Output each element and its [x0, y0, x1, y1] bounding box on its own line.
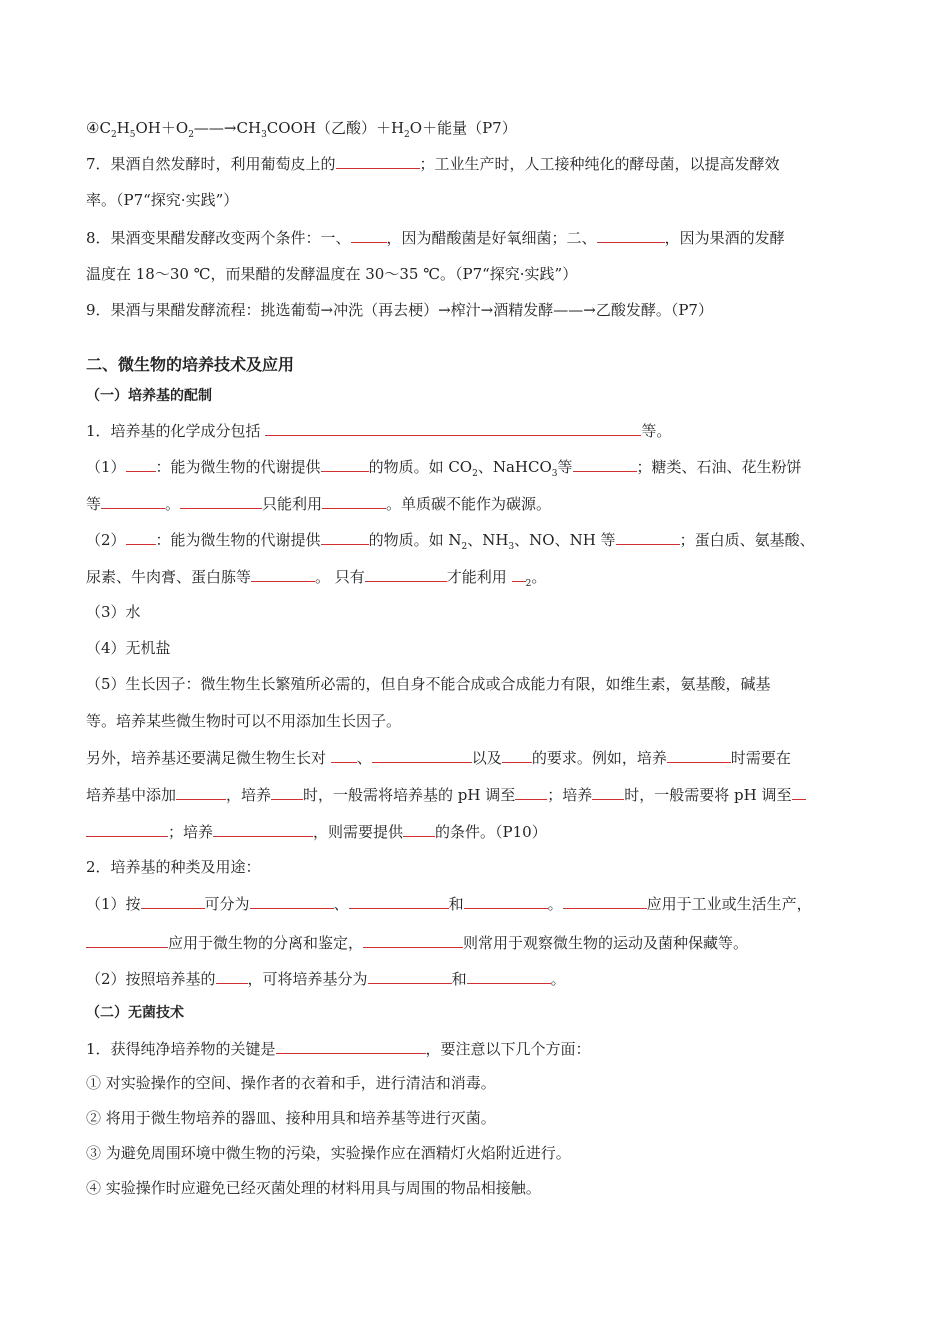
text: ② 将用于微生物培养的器皿、接种用具和培养基等进行灭菌。 — [86, 1109, 496, 1127]
paragraph-line — [86, 153, 890, 174]
text: （2）按照培养基的 — [86, 970, 216, 988]
paragraph-line — [86, 821, 890, 842]
fill-blank[interactable] — [250, 893, 334, 909]
subscript: 5 — [129, 130, 136, 140]
text: 等 — [86, 495, 102, 513]
text: ，因为果酒的发酵 — [664, 229, 785, 247]
text: ，因为醋酸菌是好氧细菌；二、 — [386, 229, 597, 247]
fill-blank[interactable] — [331, 747, 357, 763]
fill-blank[interactable] — [616, 529, 680, 545]
text: （2） — [86, 531, 126, 549]
paragraph-line — [86, 1038, 890, 1059]
fill-blank[interactable] — [349, 893, 449, 909]
text: （3）水 — [86, 603, 141, 621]
text: 。 — [165, 495, 181, 513]
subscript: 2 — [525, 579, 532, 589]
paragraph-line — [86, 857, 890, 877]
text: ，要注意以下几个方面： — [425, 1040, 591, 1058]
paragraph-line — [86, 1178, 890, 1198]
paragraph-line — [86, 190, 890, 210]
text: 的条件。（P10） — [435, 823, 547, 841]
paragraph-line — [86, 932, 890, 953]
fill-blank[interactable] — [86, 932, 168, 948]
text: ③ 为避免周围环境中微生物的污染，实验操作应在酒精灯火焰附近进行。 — [86, 1144, 571, 1162]
subsection-heading — [86, 386, 890, 406]
fill-blank[interactable] — [563, 893, 647, 909]
fill-blank[interactable] — [271, 784, 303, 800]
text: ④C — [86, 119, 111, 137]
text: 时，一般需要将 pH 调至 — [624, 786, 792, 804]
text: 。 — [531, 568, 547, 586]
text: 。 — [550, 970, 566, 988]
fill-blank[interactable] — [792, 784, 806, 800]
text: 可分为 — [204, 895, 250, 913]
text: ；培养 — [168, 823, 214, 841]
text: ；培养 — [547, 786, 593, 804]
subscript: 3 — [508, 542, 515, 552]
paragraph-line — [86, 711, 890, 731]
subscript: 2 — [110, 130, 117, 140]
fill-blank[interactable] — [363, 932, 463, 948]
text: ；蛋白质、氨基酸、 — [679, 531, 815, 549]
text: 温度在 18～30 ℃，而果醋的发酵温度在 30～35 ℃。（P7“探究·实践”） — [86, 265, 578, 283]
text: 的物质。如 N — [368, 531, 462, 549]
fill-blank[interactable] — [276, 1038, 426, 1054]
text: ④ 实验操作时应避免已经灭菌处理的材料用具与周围的物品相接触。 — [86, 1179, 541, 1197]
paragraph-line — [86, 493, 890, 514]
text: 、NaHCO — [477, 458, 552, 476]
text: 培养基中添加 — [86, 786, 177, 804]
fill-blank[interactable] — [515, 784, 547, 800]
text: ——→CH — [193, 119, 262, 137]
text: O＋能量（P7） — [409, 119, 517, 137]
subscript: 2 — [472, 469, 478, 479]
subscript: 2 — [404, 130, 410, 140]
fill-blank[interactable] — [176, 784, 226, 800]
text: H — [116, 119, 130, 137]
text: （5）生长因子：微生物生长繁殖所必需的，但自身不能合成或合成能力有限，如维生素，氨基酸，碱基 — [86, 675, 771, 693]
heading-text: （一）培养基的配制 — [86, 388, 212, 404]
fill-blank[interactable] — [597, 227, 665, 243]
fill-blank[interactable] — [502, 747, 532, 763]
text: 应用于工业或生活生产， — [646, 895, 812, 913]
text: 等。 — [641, 422, 672, 440]
text: 只能利用 — [262, 495, 323, 513]
fill-blank[interactable] — [180, 493, 262, 509]
text: 的要求。例如，培养 — [531, 749, 667, 767]
fill-blank[interactable] — [213, 821, 313, 837]
fill-blank[interactable] — [251, 566, 315, 582]
paragraph-line — [86, 893, 890, 914]
text: 、 — [333, 895, 349, 913]
fill-blank[interactable] — [667, 747, 731, 763]
fill-blank[interactable] — [265, 420, 641, 436]
subscript: 3 — [551, 469, 558, 479]
paragraph-line — [86, 1108, 890, 1128]
fill-blank[interactable] — [467, 968, 551, 984]
text: 等。培养某些微生物时可以不用添加生长因子。 — [86, 712, 402, 730]
subsection-heading — [86, 1003, 890, 1023]
fill-blank[interactable] — [573, 456, 637, 472]
subscript: 3 — [261, 130, 267, 140]
fill-blank[interactable] — [403, 821, 435, 837]
text: 的物质。如 CO — [368, 458, 473, 476]
fill-blank[interactable] — [512, 566, 526, 582]
text: 。 只有 — [315, 568, 365, 586]
equation-line — [86, 118, 890, 138]
text: ：能为微生物的代谢提供 — [155, 458, 321, 476]
text: 和 — [451, 970, 467, 988]
text: 9．果酒与果醋发酵流程：挑选葡萄→冲洗（再去梗）→榨汁→酒精发酵——→乙酸发酵。（P7） — [86, 301, 713, 319]
text: 1．获得纯净培养物的关键是 — [86, 1040, 276, 1058]
fill-blank[interactable] — [126, 529, 156, 545]
text: ，则需要提供 — [313, 823, 404, 841]
text: 1．培养基的化学成分包括 — [86, 422, 266, 440]
text: 以及 — [471, 749, 502, 767]
text: 8．果酒变果醋发酵改变两个条件：一、 — [86, 229, 351, 247]
text: 时，一般需将培养基的 pH 调至 — [303, 786, 516, 804]
text: 才能利用 — [446, 568, 512, 586]
paragraph-line — [86, 747, 890, 768]
text: （1）按 — [86, 895, 141, 913]
fill-blank[interactable] — [321, 456, 369, 472]
text: ，可将培养基分为 — [247, 970, 368, 988]
paragraph-line — [86, 602, 890, 622]
section-heading — [86, 355, 890, 375]
paragraph-line — [86, 420, 890, 441]
fill-blank[interactable] — [351, 227, 387, 243]
text: 7．果酒自然发酵时，利用葡萄皮上的 — [86, 155, 336, 173]
text: 、 — [356, 749, 372, 767]
fill-blank[interactable] — [86, 821, 168, 837]
paragraph-line — [86, 784, 890, 805]
text: ① 对实验操作的空间、操作者的衣着和手，进行清洁和消毒。 — [86, 1074, 496, 1092]
fill-blank[interactable] — [368, 968, 452, 984]
text: ：能为微生物的代谢提供 — [155, 531, 321, 549]
paragraph-line — [86, 1073, 890, 1093]
fill-blank[interactable] — [126, 456, 156, 472]
text: 、NO、NH 等 — [514, 531, 616, 549]
paragraph-line — [86, 300, 890, 320]
paragraph-line — [86, 674, 890, 694]
fill-blank[interactable] — [592, 784, 624, 800]
text: 尿素、牛肉膏、蛋白胨等 — [86, 568, 252, 586]
paragraph-line — [86, 456, 890, 477]
paragraph-line — [86, 968, 890, 989]
paragraph-line — [86, 529, 890, 550]
fill-blank[interactable] — [336, 153, 420, 169]
text: 另外，培养基还要满足微生物生长对 — [86, 749, 331, 767]
text: 、NH — [467, 531, 509, 549]
paragraph-line — [86, 1143, 890, 1163]
fill-blank[interactable] — [322, 493, 386, 509]
text: ；工业生产时，人工接种纯化的酵母菌，以提高发酵效 — [419, 155, 780, 173]
fill-blank[interactable] — [365, 566, 447, 582]
fill-blank[interactable] — [141, 893, 205, 909]
paragraph-line — [86, 264, 890, 284]
paragraph-line — [86, 566, 890, 587]
text: （1） — [86, 458, 126, 476]
subscript: 2 — [188, 130, 194, 140]
text: 则常用于观察微生物的运动及菌种保藏等。 — [463, 934, 749, 952]
text: 应用于微生物的分离和鉴定， — [168, 934, 364, 952]
heading-text: 二、微生物的培养技术及应用 — [86, 355, 295, 374]
fill-blank[interactable] — [464, 893, 548, 909]
text: COOH（乙酸）＋H — [266, 119, 405, 137]
fill-blank[interactable] — [321, 529, 369, 545]
text: 。 — [547, 895, 563, 913]
heading-text: （二）无菌技术 — [86, 1005, 184, 1021]
text: ；糖类、石油、花生粉饼 — [636, 458, 802, 476]
subscript: 2 — [461, 542, 468, 552]
text: 和 — [448, 895, 464, 913]
text: （4）无机盐 — [86, 639, 171, 657]
fill-blank[interactable] — [372, 747, 472, 763]
fill-blank[interactable] — [216, 968, 248, 984]
text: 2．培养基的种类及用途： — [86, 858, 261, 876]
text: 等 — [557, 458, 573, 476]
fill-blank[interactable] — [101, 493, 165, 509]
text: 时需要在 — [730, 749, 791, 767]
text: 。单质碳不能作为碳源。 — [386, 495, 552, 513]
paragraph-line — [86, 227, 890, 248]
text: ，培养 — [226, 786, 272, 804]
text: 率。（P7“探究·实践”） — [86, 191, 239, 209]
text: OH＋O — [135, 119, 189, 137]
paragraph-line — [86, 638, 890, 658]
